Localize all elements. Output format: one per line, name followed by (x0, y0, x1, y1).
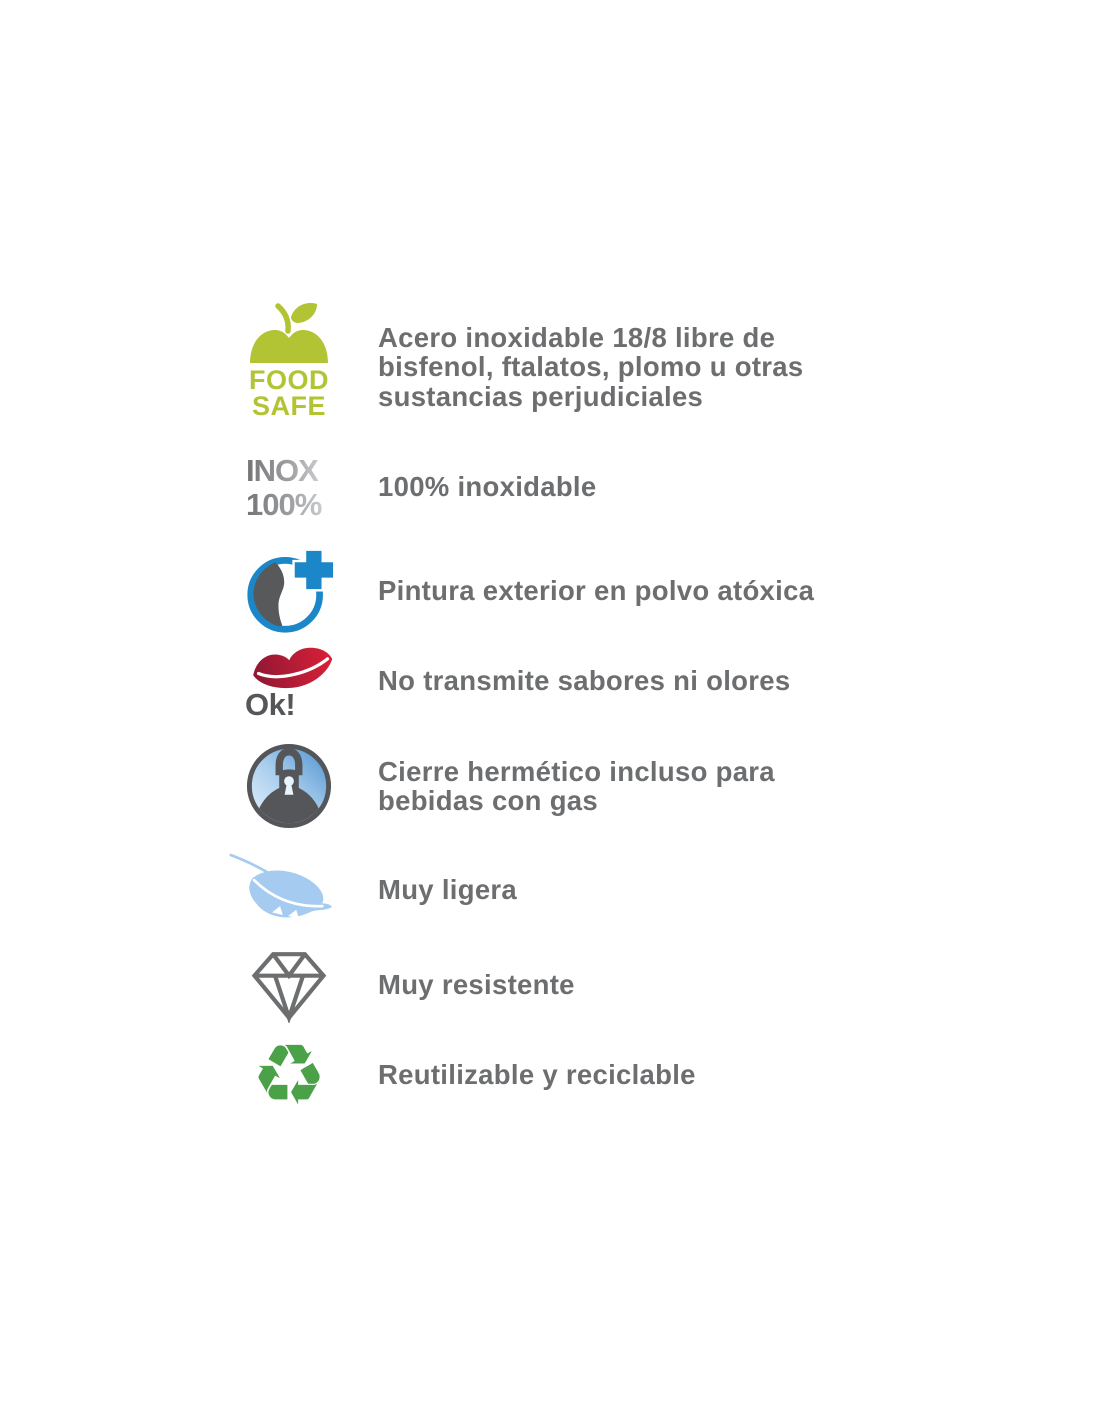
feature-row-food-safe (245, 300, 804, 422)
feature-text-line: sustancias perjudiciales (378, 380, 704, 412)
hermetic-lock-svg (245, 742, 333, 830)
feature-text-resistant (378, 970, 575, 1000)
diamond-icon (245, 947, 333, 1023)
diamond-outline (254, 954, 323, 1017)
feature-row-paint (245, 546, 814, 636)
feature-text-light (378, 875, 517, 905)
apple-stem (278, 306, 288, 331)
inox-text-line2: 100% (246, 487, 322, 521)
food-safe-apple-svg (245, 301, 333, 421)
feather-icon (245, 848, 333, 932)
lock-keyhole-circle (284, 776, 294, 786)
inox-100-icon (245, 453, 333, 521)
feature-row-light (245, 848, 517, 932)
apple-body (250, 330, 328, 363)
food-safe-text-line1: FOOD (249, 365, 329, 395)
lips-ok-icon (245, 643, 333, 722)
feature-text-line: Muy resistente (378, 969, 575, 1001)
feature-row-recyclable (245, 1026, 696, 1124)
feature-text-line: Acero inoxidable 18/8 libre de (378, 321, 776, 353)
ok-label: Ok! (245, 687, 296, 722)
feature-text-line: bebidas con gas (378, 785, 598, 816)
feature-text-line: No transmite sabores ni olores (378, 665, 791, 697)
recycle-icon (245, 1026, 333, 1124)
inox-text-line1: INOX (246, 453, 318, 488)
diamond-svg (247, 947, 331, 1023)
apple-leaf (291, 303, 317, 323)
food-safe-apple-icon (245, 301, 333, 421)
feature-text-line: 100% inoxidable (378, 471, 597, 503)
feature-row-inox (245, 452, 596, 522)
feature-text-no-taste (378, 666, 790, 696)
food-safe-text-line2: SAFE (251, 391, 327, 421)
feature-text-line: bisfenol, ftalatos, plomo u otras (378, 351, 804, 383)
feature-row-no-taste (245, 643, 791, 722)
feather-svg (229, 848, 333, 932)
feature-text-recyclable (378, 1060, 696, 1090)
feature-text-line: Cierre hermético incluso para (378, 755, 775, 787)
feature-text-paint (378, 576, 814, 606)
inox-100-svg (245, 453, 333, 521)
feature-text-inox (378, 472, 596, 502)
diamond-crown-facets (273, 954, 305, 975)
diamond-pavilion-facets (275, 976, 303, 1018)
feather-body (249, 870, 332, 917)
feature-text-hermetic (378, 757, 775, 816)
feature-text-line: Pintura exterior en polvo atóxica (378, 575, 815, 607)
feature-text-line: Muy ligera (378, 874, 518, 906)
feature-text-food-safe (378, 323, 804, 412)
feature-row-hermetic (245, 740, 775, 832)
feature-row-resistant (245, 946, 575, 1024)
hermetic-lock-icon (245, 742, 333, 830)
recycle-glyph: ♻ (251, 1026, 327, 1124)
feature-text-line: Reutilizable y reciclable (378, 1059, 696, 1091)
paint-medical-cross-icon (245, 545, 333, 637)
paint-medical-cross-svg (245, 545, 333, 637)
